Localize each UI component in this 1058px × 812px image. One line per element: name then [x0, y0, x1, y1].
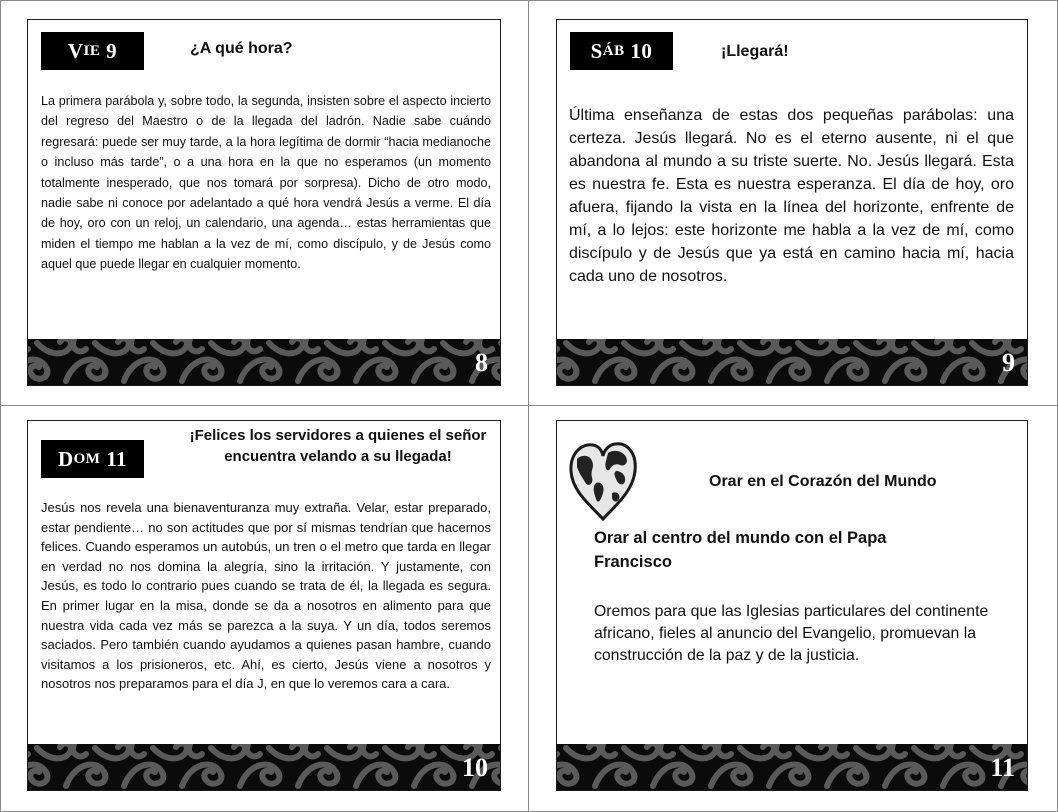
day-tag: D OM 11: [41, 440, 144, 478]
page-number: 8: [475, 348, 488, 377]
heart-globe-icon: [568, 439, 638, 521]
card-sab-10: [556, 19, 1028, 386]
horizontal-cut-line: [0, 405, 1058, 406]
card-prayer-intention: [556, 420, 1028, 791]
swirl-stroke: [28, 339, 500, 381]
card-dom-11: [27, 420, 501, 791]
day-tag: V IE 9: [41, 32, 144, 70]
card-title: ¡Llegará!: [721, 43, 789, 60]
swirl-pattern: [557, 744, 1027, 790]
page-number: 9: [1002, 348, 1015, 377]
swirl-stroke: [28, 744, 500, 786]
swirl-pattern: [557, 339, 1027, 385]
day-tag: S ÁB 10: [570, 32, 673, 70]
vertical-cut-line: [528, 0, 529, 812]
page-number: 10: [462, 753, 488, 782]
swirl-stroke: [557, 744, 1027, 786]
card-body: Jesús nos revela una bienaventuranza muy extraña. Velar, estar preparado, estar pendiente… no son actitudes que por sí mismas tendrían que hacernos felices. Cuando esperamos un autobús, un tren o el metro que tarda en llegar en verdad no nos domina la alegría, sino la irritación. Y justamente, con Jesús, es todo lo contrario pues cuando se trata de él, la llegada es segura. En primer lugar en la misa, donde se da a nosotros en alimento para que nuestra vida cada vez más se parezca a la suya. Y un día, todos seremos saciados. Pero también cuando ayudamos a quienes pasan hambre, cuando visitamos a los prisioneros, etc. Ahí, es cierto, Jesús viene a nosotros y nosotros nos preparamos para el día J, en que lo veremos cara a cara.: [41, 500, 491, 692]
page-number: 11: [990, 753, 1015, 782]
card-title: ¡Felices los servidores a quienes el señor encuentra velando a su llegada!: [189, 427, 487, 465]
card-subtitle: Orar al centro del mundo con el Papa Francisco: [594, 529, 887, 571]
ornamental-footer: [557, 339, 1027, 385]
ornamental-footer: [557, 744, 1027, 790]
card-body: La primera parábola y, sobre todo, la segunda, insisten sobre el aspecto incierto del regreso del Maestro o de la llegada del ladrón. Nadie sabe cuándo regresará: puede ser muy tarde, a la hora legítima de dormir “hacia medianoche o incluso más tarde”, o a una hora en la que no esperamos (un momento totalmente inesperado, que nos tomará por sorpresa). Dicho de otro modo, nadie sabe ni conoce por adelantado a qué hora vendrá Jesús a verme. El día de hoy, oro con un reloj, un calendario, una agenda… estas herramientas que miden el tiempo me hablan a la vez de mí, como discípulo, y de Jesús como aquel que puede llegar en cualquier momento.: [41, 94, 491, 272]
swirl-pattern: [28, 339, 500, 385]
card-title: ¿A qué hora?: [190, 40, 293, 57]
card-body: Oremos para que las Iglesias particulares del continente africano, fieles al anuncio del Evangelio, promuevan la construcción de la paz y de la justicia.: [594, 603, 989, 664]
swirl-pattern: [28, 744, 500, 790]
ornamental-footer: [28, 339, 500, 385]
swirl-stroke: [557, 339, 1027, 381]
card-vie-9: [27, 19, 501, 386]
card-body: Última enseñanza de estas dos pequeñas parábolas: una certeza. Jesús llegará. No es el eterno ausente, ni el que abandona al mundo a su triste suerte. No. Jesús llegará. Esta es nuestra fe. Esta es nuestra esperanza. El día de hoy, oro afuera, fijando la vista en la línea del horizonte, enfrente de mí, a lo lejos: este horizonte me habla a la vez de mí, como discípulo y de Jesús que ya está en camino hacia mí, hacia cada uno de nosotros.: [569, 107, 1014, 285]
ornamental-footer: [28, 744, 500, 790]
card-title: Orar en el Corazón del Mundo: [709, 473, 937, 490]
